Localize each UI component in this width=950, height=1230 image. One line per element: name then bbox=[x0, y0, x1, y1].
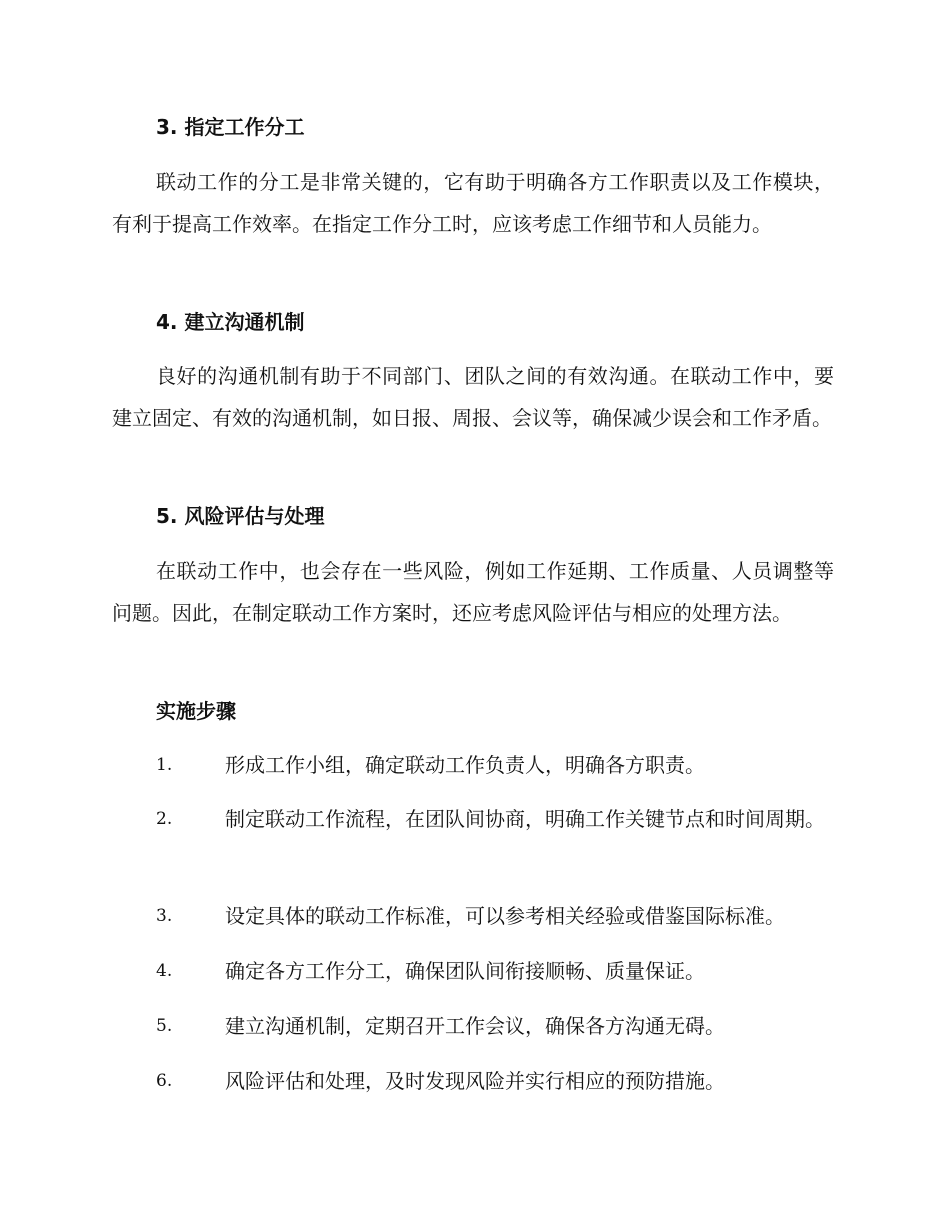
step-text: 建立沟通机制，定期召开工作会议，确保各方沟通无碍。 bbox=[225, 1014, 725, 1038]
step-number: 6. bbox=[156, 1071, 173, 1091]
step-text: 形成工作小组，确定联动工作负责人，明确各方职责。 bbox=[225, 753, 705, 777]
list-item bbox=[112, 1005, 834, 1047]
list-item bbox=[112, 895, 834, 937]
step-number: 2. bbox=[156, 809, 173, 829]
step-text: 风险评估和处理，及时发现风险并实行相应的预防措施。 bbox=[225, 1069, 725, 1093]
list-item bbox=[112, 744, 834, 786]
section-paragraph-4: 良好的沟通机制有助于不同部门、团队之间的有效沟通。在联动工作中，要建立固定、有效的沟通机制，如日报、周报、会议等，确保减少误会和工作矛盾。 bbox=[112, 364, 834, 430]
section-paragraph-3: 联动工作的分工是非常关键的，它有助于明确各方工作职责以及工作模块，有利于提高工作效率。在指定工作分工时，应该考虑工作细节和人员能力。 bbox=[112, 170, 834, 236]
step-text: 确定各方工作分工，确保团队间衔接顺畅、质量保证。 bbox=[225, 959, 705, 983]
step-number: 4. bbox=[156, 961, 173, 981]
section-heading-3: 3. 指定工作分工 bbox=[156, 115, 305, 139]
step-number: 3. bbox=[156, 906, 173, 926]
step-text: 制定联动工作流程，在团队间协商，明确工作关键节点和时间周期。 bbox=[225, 807, 825, 831]
step-text: 设定具体的联动工作标准，可以参考相关经验或借鉴国际标准。 bbox=[225, 904, 785, 928]
list-item bbox=[112, 950, 834, 992]
list-item bbox=[112, 1060, 834, 1102]
section-heading-5: 5. 风险评估与处理 bbox=[156, 504, 325, 528]
section-heading-4: 4. 建立沟通机制 bbox=[156, 310, 305, 334]
steps-heading: 实施步骤 bbox=[156, 699, 236, 723]
step-number: 1. bbox=[156, 755, 173, 775]
step-number: 5. bbox=[156, 1016, 173, 1036]
list-item bbox=[112, 798, 834, 840]
section-paragraph-5: 在联动工作中，也会存在一些风险，例如工作延期、工作质量、人员调整等问题。因此，在制定联动工作方案时，还应考虑风险评估与相应的处理方法。 bbox=[112, 559, 834, 625]
